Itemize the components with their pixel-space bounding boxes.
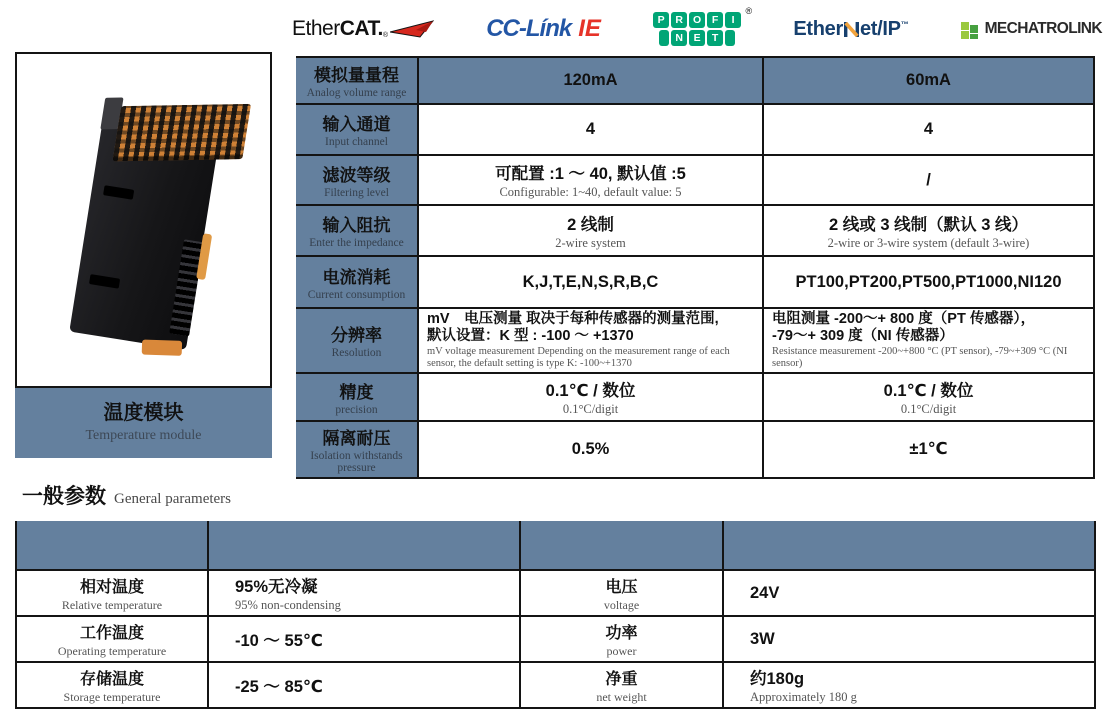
spec-row-precision [296, 373, 1094, 421]
module-foot [141, 339, 181, 355]
spec-label-cell: 分辨率 Resolution [296, 308, 418, 373]
mechatrolink-icon [961, 19, 981, 40]
spec-value-cell: 4 [763, 104, 1094, 155]
product-caption [15, 388, 272, 458]
spec-row-filtering-level [296, 155, 1094, 205]
general-value-cell: 约180g Approximately 180 g [723, 662, 1095, 708]
general-row-2 [16, 616, 1095, 662]
product-panel [15, 52, 272, 458]
general-value-cell: 95%无冷凝 95% non-condensing [208, 570, 520, 616]
product-photo-frame [15, 52, 272, 388]
spec-value-cell: 0.1℃ / 数位 0.1°C/digit [418, 373, 763, 421]
fieldbus-logos-bar [292, 6, 1102, 52]
general-value-cell: 3W [723, 616, 1095, 662]
spec-row-resolution [296, 308, 1094, 373]
module-terminal-strip [112, 104, 251, 162]
spec-value-cell: 2 线或 3 线制（默认 3 线） 2-wire or 3-wire system (default 3-wire) [763, 205, 1094, 256]
general-row-3 [16, 662, 1095, 708]
general-label-cell: 电压 voltage [520, 570, 723, 616]
spec-label-cell: 精度 precision [296, 373, 418, 421]
spec-value-cell: 4 [418, 104, 763, 155]
general-value-cell: -25 ～ 85℃ [208, 662, 520, 708]
general-row-1 [16, 570, 1095, 616]
spec-row-isolation [296, 421, 1094, 478]
module-vents [169, 239, 204, 336]
spec-label-cell: 滤波等级 Filtering level [296, 155, 418, 205]
spec-label-cell: 模拟量量程 Analog volume range [296, 57, 418, 104]
spec-value-cell: 2 线制 2-wire system [418, 205, 763, 256]
general-label-cell: 相对温度 Relative temperature [16, 570, 208, 616]
general-table-header-row [16, 521, 1095, 570]
spec-value-cell: / [763, 155, 1094, 205]
mechatrolink-logo: MECHATROLINK [961, 19, 1102, 40]
ethernet-ip-logo: Ether et/IP ™ [793, 17, 909, 40]
temperature-module-image [69, 124, 218, 350]
spec-label-cell: 电流消耗 Current consumption [296, 256, 418, 308]
spec-label-cell: 输入阻抗 Enter the impedance [296, 205, 418, 256]
spec-value-cell: mV 电压测量 取决于每种传感器的测量范围, 默认设置：K 型 : -100 ～ +1370 mV voltage measurement Depending on the measurement range of each sensor, the default setting is type K: -100~+1370 [418, 308, 763, 373]
general-value-cell: 24V [723, 570, 1095, 616]
general-parameters-title: 一般参数 General parameters [22, 485, 232, 508]
general-value-cell: -10 ～ 55℃ [208, 616, 520, 662]
general-label-cell: 工作温度 Operating temperature [16, 616, 208, 662]
spec-value-cell: 电阻测量 -200～+ 800 度（PT 传感器）， -79～+ 309 度（NI 传感器） Resistance measurement -200~+800 °C (PT sensor), -79~+309 °C (NI sensor) [763, 308, 1094, 373]
spec-value-cell: K,J,T,E,N,S,R,B,C [418, 256, 763, 308]
spec-value-cell: 0.5% [418, 421, 763, 478]
spec-row-input-channel [296, 104, 1094, 155]
spec-value-cell: ±1℃ [763, 421, 1094, 478]
general-label-cell: 存储温度 Storage temperature [16, 662, 208, 708]
ethercat-logo: Ether CAT. ® [292, 17, 434, 41]
ethernet-ip-n-icon [844, 22, 859, 37]
ethercat-text: Ether [292, 17, 340, 40]
spec-value-cell: 可配置 :1 ～ 40, 默认值 :5 Configurable: 1~40, default value: 5 [418, 155, 763, 205]
spec-table [296, 56, 1095, 479]
product-name-en: Temperature module [85, 428, 202, 443]
spec-row-current-consumption [296, 256, 1094, 308]
spec-value-cell: 120mA [418, 57, 763, 104]
ethercat-arrow-icon [390, 20, 434, 38]
general-label-cell: 功率 power [520, 616, 723, 662]
general-label-cell: 净重 net weight [520, 662, 723, 708]
spec-label-cell: 隔离耐压 Isolation withstands pressure [296, 421, 418, 478]
spec-value-cell: 60mA [763, 57, 1094, 104]
profinet-logo: ® P R O F I N E T [653, 12, 741, 46]
spec-value-cell: 0.1℃ / 数位 0.1°C/digit [763, 373, 1094, 421]
spec-value-cell: PT100,PT200,PT500,PT1000,NI120 [763, 256, 1094, 308]
product-name-zh: 温度模块 [103, 402, 184, 424]
spec-row-impedance [296, 205, 1094, 256]
spec-row-analog-range [296, 57, 1094, 104]
general-parameters-table [15, 521, 1096, 709]
spec-label-cell: 输入通道 Input channel [296, 104, 418, 155]
cclink-ie-logo: CC-Línk IE [486, 15, 601, 42]
